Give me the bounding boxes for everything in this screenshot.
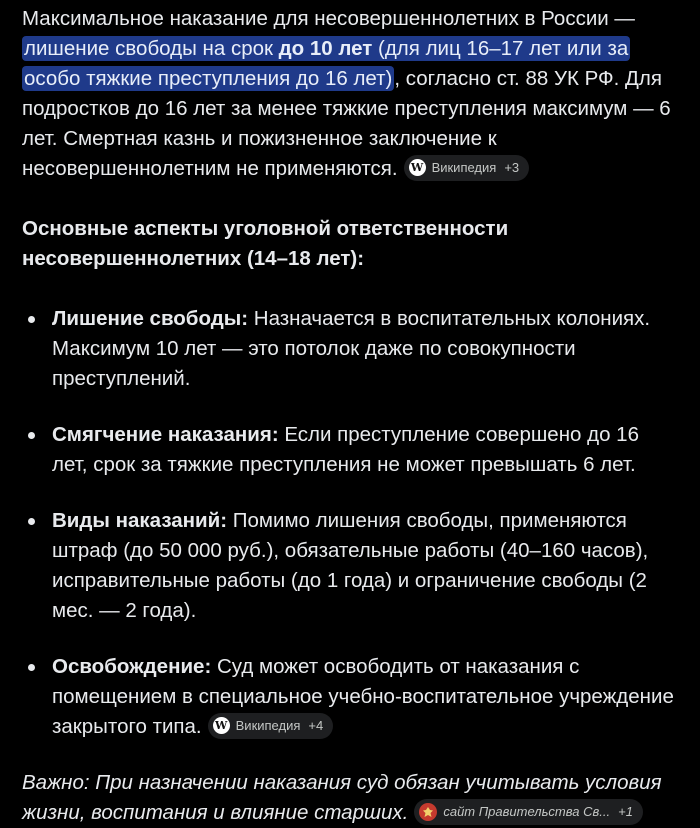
list-item-text: Суд может освободить от наказания с помещением в специальное учебно-воспитательное учреждение закрытого типа. bbox=[52, 655, 674, 738]
list-item-title: Смягчение наказания: bbox=[52, 423, 279, 446]
list-item bbox=[22, 652, 678, 742]
intro-paragraph bbox=[22, 4, 678, 184]
section-heading: Основные аспекты уголовной ответственности несовершеннолетних (14–18 лет): bbox=[22, 217, 509, 270]
list-item-title: Освобождение: bbox=[52, 655, 212, 678]
source-chip-label: сайт Правительства Св... bbox=[443, 803, 611, 819]
list-item bbox=[22, 304, 678, 394]
note-text: Важно: При назначении наказания суд обязан учитывать условия жизни, воспитания и влияние старших. bbox=[22, 771, 662, 824]
source-chip-count: +1 bbox=[618, 803, 633, 819]
list-item bbox=[22, 506, 678, 626]
important-note bbox=[22, 768, 678, 828]
wikipedia-icon: W bbox=[409, 159, 426, 176]
source-chip-wikipedia[interactable] bbox=[208, 713, 334, 739]
list-item-title: Лишение свободы: bbox=[52, 307, 249, 330]
intro-lead: Максимальное наказание для несовершеннолетних в России — bbox=[22, 7, 635, 30]
source-chip-label: Википедия bbox=[431, 159, 497, 175]
list-item-text: Назначается в воспитательных колониях. Максимум 10 лет — это потолок даже по совокупности преступлений. bbox=[52, 307, 651, 390]
list-item-title: Виды наказаний: bbox=[52, 509, 228, 532]
list-item-text: Помимо лишения свободы, применяются штраф (до 50 000 руб.), обязательные работы (40–160 часов), исправительные работы (до 1 года) и ограничение свободы (2 мес. — 2 года). bbox=[52, 509, 649, 622]
source-chip-government[interactable] bbox=[414, 799, 643, 825]
list-item-text: Если преступление совершено до 16 лет, срок за тяжкие преступления не может превышать 6 лет. bbox=[52, 423, 639, 476]
list-item bbox=[22, 420, 678, 480]
source-chip-wikipedia[interactable] bbox=[404, 155, 530, 181]
source-chip-label: Википедия bbox=[235, 717, 301, 733]
highlighted-answer[interactable]: лишение свободы на срок до 10 лет (для лиц 16–17 лет или за особо тяжкие преступления до 16 лет) bbox=[24, 37, 629, 90]
government-emblem-icon bbox=[419, 803, 437, 821]
wikipedia-icon: W bbox=[213, 717, 230, 734]
aspects-list bbox=[22, 304, 678, 742]
intro-tail: , согласно ст. 88 УК РФ. Для подростков до 16 лет за менее тяжкие преступления максимум — 6 лет. Смертная казнь и пожизненное заключение к несовершеннолетним не применяются. bbox=[22, 67, 671, 180]
source-chip-count: +4 bbox=[308, 717, 324, 733]
source-chip-count: +3 bbox=[504, 159, 520, 175]
